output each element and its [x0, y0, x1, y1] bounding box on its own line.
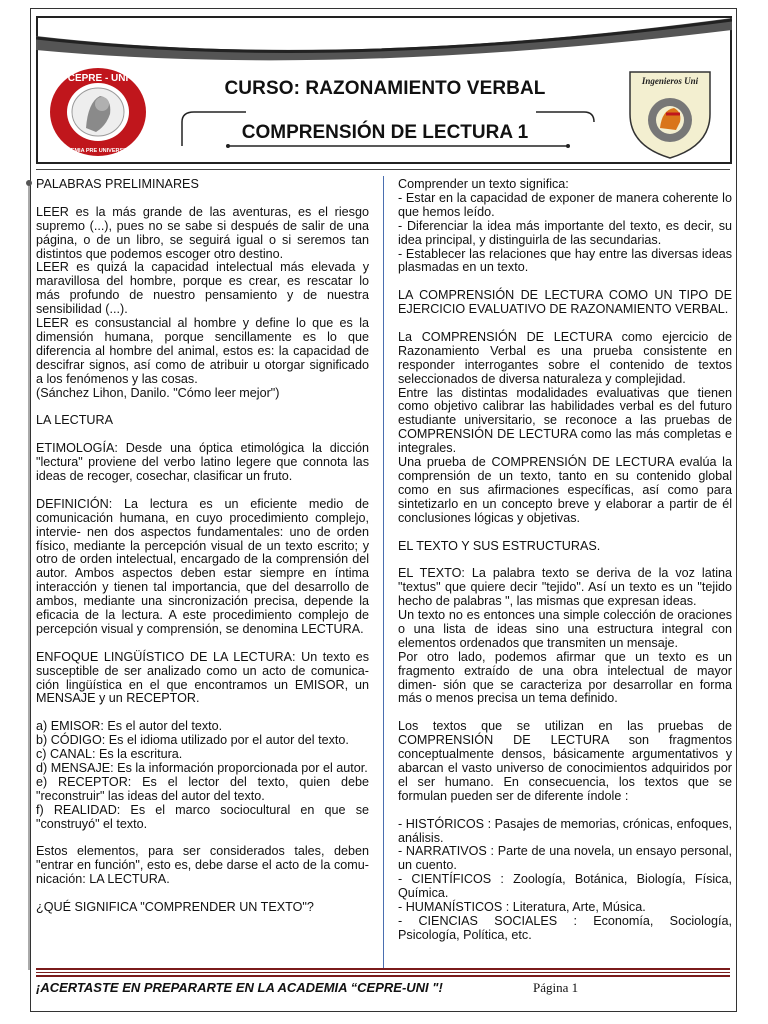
right-list-item: - Establecer las relaciones que hay entre las diversas ideas plasmadas en un texto.	[398, 246, 736, 275]
right-list-item: - CIENCIAS SOCIALES : Economía, Sociología, Psicología, Política, etc.	[398, 913, 736, 942]
logo-left-top-text: CEPRE - UNI	[67, 73, 129, 84]
right-list-item: - HUMANÍSTICOS : Literatura, Arte, Música.	[398, 900, 646, 915]
footer-rule	[36, 968, 730, 980]
left-paragraph: Estos elementos, para ser considerados tales, deben "entrar en función", esto es, debe darse el acto de la comu- nicación: LA LECTURA.	[36, 844, 373, 887]
course-title: CURSO: RAZONAMIENTO VERBAL	[224, 78, 546, 99]
left-list-item: f) REALIDAD: Es el marco sociocultural en que se "construyó" el texto.	[36, 802, 373, 831]
right-heading: LA COMPRENSIÓN DE LECTURA COMO UN TIPO DE EJERCICIO EVALUATIVO DE RAZONAMIENTO VERBAL.	[398, 288, 736, 317]
page-number: Página 1	[533, 980, 579, 995]
right-list-item: - Diferenciar la idea más importante del texto, es decir, su idea principal, y distinguirla de las secundarias.	[398, 218, 736, 247]
left-column	[36, 177, 373, 915]
left-paragraph: ETIMOLOGÍA: Desde una óptica etimológica la dicción "lectura" proviene del verbo latino legere que connota las ideas de recoger, cosechar, clasificar un fruto.	[36, 441, 373, 483]
left-list-item: b) CÓDIGO: Es el idioma utilizado por el autor del texto.	[36, 733, 349, 748]
left-paragraph: LEER es quizá la capacidad intelectual más elevada y maravillosa del hombre, porque es crear, es rescatar lo más profundo de nuestro pensamiento y de nuestra sensibilidad (...).	[36, 260, 373, 317]
left-paragraph: (Sánchez Lihon, Danilo. "Cómo leer mejor")	[36, 385, 280, 400]
logo-right-text: Ingenieros Uni	[641, 76, 699, 86]
logo-left-bottom-text: ACADEMIA PRE UNIVERSITARIA	[54, 148, 142, 154]
right-list-item: - HISTÓRICOS : Pasajes de memorias, crónicas, enfoques, análisis.	[398, 816, 736, 845]
right-heading: EL TEXTO Y SUS ESTRUCTURAS.	[398, 538, 601, 553]
left-margin-rule	[24, 180, 34, 970]
right-column	[398, 177, 736, 943]
right-paragraph: Por otro lado, podemos afirmar que un texto es un fragmento extraído de una obra intelectual de mayor dimen- sión que se caracteriza por desarrollar en forma más o menos precisa un tema definido.	[398, 649, 736, 706]
left-paragraph: LEER es la más grande de las aventuras, es el riesgo supremo (...), pues no se sabe si después de salir de una página, o de un libro, se seguirá igual o si seremos tan distintos que podemos escoger otro destino.	[36, 204, 373, 261]
left-list-item: a) EMISOR: Es el autor del texto.	[36, 719, 223, 734]
right-list-item: - Estar en la capacidad de exponer de manera coherente lo que hemos leído.	[398, 190, 736, 219]
left-heading: LA LECTURA	[36, 413, 113, 428]
left-list-item: c) CANAL: Es la escritura.	[36, 747, 183, 762]
lecture-title: COMPRENSIÓN DE LECTURA 1	[241, 122, 529, 143]
left-paragraph: DEFINICIÓN: La lectura es un eficiente medio de comunicación humana, en cuyo procedimiento complejo, intervie- nen dos aspectos fundamentales: uno de orden físico, mediante la percepción visual de un texto escrito; y otro de orden intelectual, encargado de la comprensión del autor. Ambos aspectos deben estar siempre en íntima interacción y tienen tal importancia, que del desarrollo de ambos, mediante una sincronización precisa, depende la eficacia de la lectura. A este procedimiento complejo de percepción visual y comprensión, se denomina LECTURA.	[36, 496, 373, 636]
left-list-item: d) MENSAJE: Es la información proporcionada por el autor.	[36, 760, 368, 775]
left-paragraph: PALABRAS PRELIMINARES	[36, 177, 199, 191]
ingenieros-uni-shield-logo	[624, 68, 716, 160]
right-paragraph: La COMPRENSIÓN DE LECTURA como ejercicio de Razonamiento Verbal es una prueba consistente en responder interrogantes sobre el contenido de textos seleccionados de diversa naturaleza y complejidad.	[398, 329, 736, 386]
right-paragraph: Una prueba de COMPRENSIÓN DE LECTURA evalúa la comprensión de un texto, tanto en su contenido global como en sus afirmaciones específicas, así como para sintetizarlo en un concepto breve y elaborar a partir de él conclusiones lógicas y objetivas.	[398, 455, 736, 525]
right-paragraph: Entre las distintas modalidades evaluativas que tienen como objetivo calibrar las habilidades verbal es del futuro estudiante universitario, se reconoce a las pruebas de COMPRENSIÓN DE LECTURA como las más completas e integrales.	[398, 385, 736, 456]
column-divider	[383, 176, 384, 968]
left-list-item: e) RECEPTOR: Es el lector del texto, quien debe "reconstruir" las ideas del autor del texto.	[36, 774, 373, 803]
header-underline	[36, 169, 730, 170]
right-list-item: - CIENTÍFICOS : Zoología, Botánica, Biología, Física, Química.	[398, 872, 736, 901]
footer-slogan: ¡ACERTASTE EN PREPARARTE EN LA ACADEMIA “CEPRE-UNI "!	[36, 980, 443, 995]
left-paragraph: LEER es consustancial al hombre y define lo que es la dimensión humana, porque sencillamente es lo que diferencia al hombre del animal, estos es: la capacidad de descifrar signos, así como de atribuir u otorgar significado a los fenómenos y las cosas.	[36, 316, 373, 386]
right-paragraph: Un texto no es entonces una simple colección de oraciones o una lista de ideas sino una estructura integral con elementos ordenados que transmiten un mensaje.	[398, 608, 736, 650]
left-paragraph: ENFOQUE LINGÜÍSTICO DE LA LECTURA: Un texto es susceptible de ser analizado como un acto de comunica- ción lingüística en el que encontramos un EMISOR, un MENSAJE y un RECEPTOR.	[36, 649, 373, 706]
right-list-item: - NARRATIVOS : Parte de una novela, un ensayo personal, un cuento.	[398, 844, 736, 873]
right-paragraph: EL TEXTO: La palabra texto se deriva de la voz latina "textus" que quiere decir "tejido". Así un texto es un "tejido hecho de palabras ", las mismas que expresan ideas.	[398, 566, 736, 609]
right-paragraph: Los textos que se utilizan en las pruebas de COMPRENSIÓN DE LECTURA son fragmentos conceptualmente densos, básicamente argumentativos y abarcan el vasto universo de conocimientos adquiridos por el ser humano. En consecuencia, los textos que se formulan pueden ser de diferente índole :	[398, 719, 736, 803]
right-paragraph: Comprender un texto significa:	[398, 177, 569, 191]
left-heading: ¿QUÉ SIGNIFICA "COMPRENDER UN TEXTO"?	[36, 900, 314, 914]
cepre-uni-logo	[48, 66, 148, 158]
